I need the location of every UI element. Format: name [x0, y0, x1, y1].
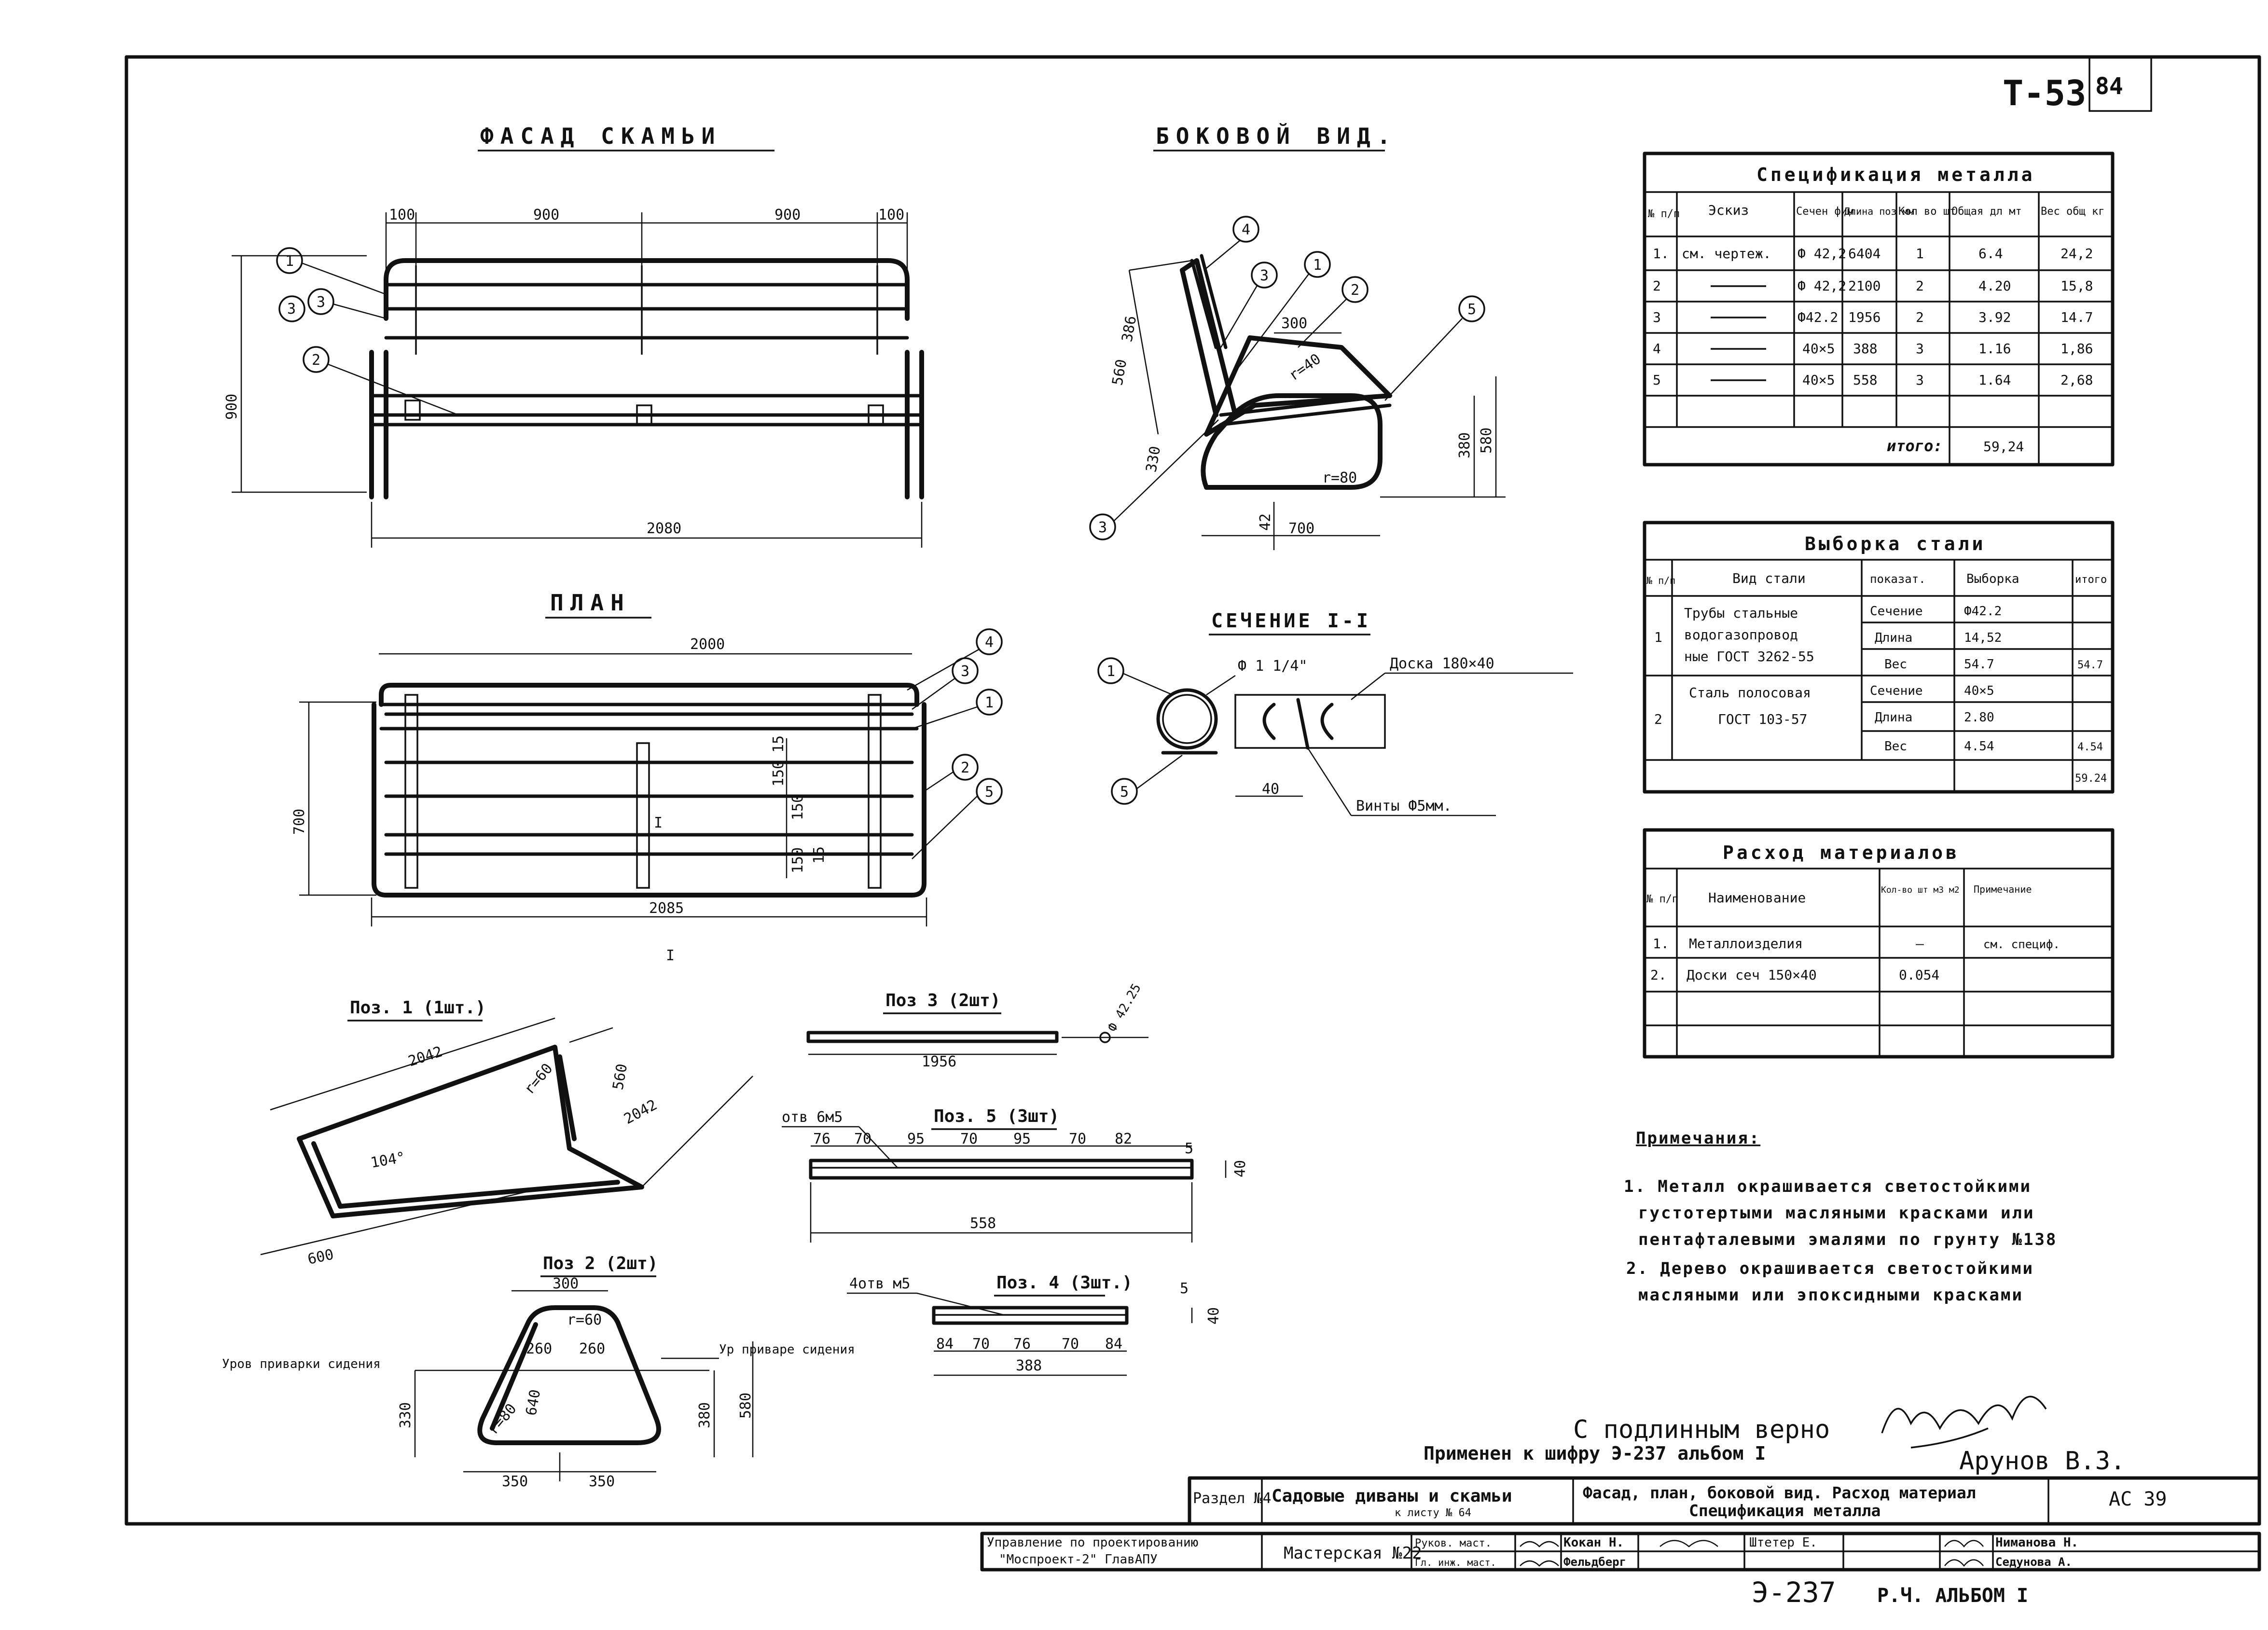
pos4-view — [847, 1273, 1222, 1375]
plan-cut-mark-top: I — [654, 815, 663, 831]
side-pos-1: 1 — [1313, 257, 1322, 274]
spec-r1-sketch: см. чертеж. — [1682, 246, 1771, 262]
materials-r1-note: см. специф. — [1983, 938, 2060, 951]
materials-table — [1645, 830, 2113, 1057]
pos2-title: Поз 2 (2шт) — [543, 1254, 658, 1273]
pos1-radius-60: r=60 — [521, 1060, 556, 1098]
spec-header-no: № п/п — [1648, 208, 1680, 220]
materials-header-note: Примечание — [1974, 884, 2032, 895]
pos2-view — [222, 1254, 855, 1490]
steel-header-kind: Вид стали — [1732, 570, 1806, 586]
steel-r1-total: 54.7 — [2077, 659, 2103, 671]
steel-table — [1645, 523, 2113, 792]
spec-r1-length: 6404 — [1848, 246, 1881, 262]
tb-person-3: Штетер Е. — [1749, 1535, 1817, 1550]
pos1-dim-560: 560 — [609, 1062, 631, 1091]
section-dim-40: 40 — [1262, 781, 1280, 798]
materials-r2-no: 2. — [1650, 967, 1667, 983]
pos2-dim-330: 330 — [397, 1402, 414, 1428]
side-pos-4: 4 — [1242, 221, 1251, 238]
pos2-dim-300: 300 — [553, 1275, 579, 1292]
facade-width: 2080 — [647, 520, 682, 537]
pos4-dim-76: 76 — [1013, 1336, 1031, 1353]
plan-width-top: 2000 — [690, 636, 725, 653]
tb-person-2: Фельдберг — [1563, 1555, 1627, 1569]
spec-r5-no: 5 — [1653, 372, 1661, 388]
tb-section: Раздел №4 — [1193, 1490, 1272, 1507]
facade-dim-100-left: 100 — [389, 207, 415, 223]
materials-r1-qty: – — [1916, 936, 1924, 952]
section-screw-label: Винты Ф5мм. — [1356, 798, 1452, 815]
notes-line-2: густотертыми масляными красками или — [1638, 1203, 2035, 1223]
signature-mark — [1882, 1396, 2046, 1448]
steel-r1-name-2: водогазопровод — [1684, 627, 1798, 643]
plan-view — [291, 590, 1002, 964]
tb-person-1: Кокан Н. — [1563, 1535, 1624, 1550]
pos5-thickness: 5 — [1185, 1140, 1194, 1157]
spec-r3-section: Ф42.2 — [1798, 309, 1839, 325]
steel-r2-prop-section: Сечение — [1870, 684, 1923, 698]
facade-pos-3: 3 — [317, 294, 326, 311]
spec-r3-length: 1956 — [1848, 309, 1881, 325]
spec-r1-weight: 24,2 — [2061, 246, 2093, 262]
facade-dim-100-right: 100 — [878, 207, 905, 223]
pos2-dim-260-b: 260 — [579, 1340, 606, 1357]
pos2-radius-80: r=80 — [484, 1400, 520, 1438]
steel-header-no: № п/п — [1646, 575, 1676, 586]
steel-title: Выборка стали — [1805, 533, 1986, 554]
pos5-dim-70-a: 70 — [854, 1131, 872, 1147]
facade-dim-900-right: 900 — [774, 207, 801, 223]
section-title: СЕЧЕНИЕ I-I — [1211, 610, 1371, 632]
tb-person-5: Седунова А. — [1995, 1555, 2072, 1569]
notes-line-4: 2. Дерево окрашивается светостойкими — [1626, 1259, 2034, 1278]
tb-subject: Садовые диваны и скамьи — [1272, 1486, 1512, 1506]
pos2-dim-260-a: 260 — [526, 1340, 553, 1357]
materials-header-name: Наименование — [1708, 890, 1806, 906]
pos5-height: 40 — [1232, 1160, 1249, 1177]
pos1-view — [261, 998, 753, 1268]
album-label: Р.Ч. АЛЬБОМ I — [1877, 1585, 2029, 1607]
spec-r2-weight: 15,8 — [2061, 278, 2093, 294]
steel-grand-total: 59.24 — [2075, 773, 2107, 785]
pos5-dim-70-b: 70 — [960, 1131, 978, 1147]
facade-dim-900-left: 900 — [533, 207, 560, 223]
side-dim-700: 700 — [1288, 520, 1315, 537]
spec-header-total-length: Общая дл мт — [1951, 206, 2022, 218]
pos1-dim-600: 600 — [306, 1246, 335, 1268]
materials-header-qty: Кол-во шт м3 м2 — [1881, 885, 1960, 895]
plan-pos-5: 5 — [985, 784, 994, 801]
spec-r1-total: 6.4 — [1978, 246, 2003, 262]
pos5-dim-82: 82 — [1115, 1131, 1133, 1147]
pos5-view — [782, 1106, 1249, 1243]
section-pos-1: 1 — [1106, 663, 1116, 680]
pos5-dim-95-a: 95 — [907, 1131, 925, 1147]
pos4-dim-70-a: 70 — [972, 1336, 990, 1353]
pos5-length: 558 — [970, 1215, 996, 1232]
side-radius-40: r=40 — [1286, 350, 1324, 385]
pos4-title: Поз. 4 (3шт.) — [996, 1273, 1133, 1293]
side-pos-5: 5 — [1467, 301, 1477, 318]
spec-r4-length: 388 — [1853, 341, 1878, 357]
spec-r2-total: 4.20 — [1978, 278, 2011, 294]
cert-name: Арунов В.З. — [1959, 1447, 2126, 1476]
pos3-view — [808, 981, 1148, 1070]
spec-r4-section: 40×5 — [1802, 341, 1835, 357]
spec-r5-section: 40×5 — [1802, 372, 1835, 388]
pos3-diameter: Ф 42.25 — [1105, 981, 1144, 1035]
spec-r2-length: 2100 — [1848, 278, 1881, 294]
notes-line-5: масляными или эпоксидными красками — [1638, 1285, 2023, 1305]
plan-pos-3: 3 — [961, 663, 970, 680]
pos5-dim-76: 76 — [813, 1131, 831, 1147]
steel-r2-no: 2 — [1654, 711, 1662, 727]
svg-text:3: 3 — [287, 301, 296, 318]
spec-header-weight: Вес общ кг — [2041, 206, 2105, 218]
steel-r1-prop-weight: Вес — [1884, 657, 1907, 672]
pos4-dim-84-b: 84 — [1105, 1336, 1123, 1353]
steel-r2-val-section: 40×5 — [1964, 684, 1994, 698]
pos2-dim-640: 640 — [523, 1388, 544, 1417]
spec-r3-qty: 2 — [1916, 309, 1924, 325]
cert-applied: Применен к шифру Э-237 альбом I — [1424, 1443, 1766, 1464]
steel-r1-prop-length: Длина — [1875, 631, 1913, 645]
materials-header-no: № п/п — [1646, 893, 1679, 905]
steel-r2-name-1: Сталь полосовая — [1689, 685, 1811, 701]
steel-r1-name-1: Трубы стальные — [1684, 605, 1798, 621]
steel-r1-val-section: Ф42.2 — [1964, 604, 2002, 619]
sheet-page-number: 84 — [2095, 73, 2123, 100]
spec-metal-title: Спецификация металла — [1756, 164, 2035, 185]
spec-total-value: 59,24 — [1983, 439, 2024, 455]
tb-org-2: "Моспроект-2" ГлавАПУ — [999, 1552, 1158, 1567]
tb-person-4: Ниманова Н. — [1995, 1535, 2079, 1550]
tb-sheet-title: Фасад, план, боковой вид. Расход материал — [1583, 1483, 1976, 1502]
pos1-angle: 104° — [369, 1148, 407, 1172]
pos4-thickness: 5 — [1180, 1280, 1189, 1297]
side-pos-3-bottom: 3 — [1098, 519, 1107, 536]
spec-r2-qty: 2 — [1916, 278, 1924, 294]
notes-block — [1624, 1129, 2057, 1305]
steel-r2-prop-length: Длина — [1875, 710, 1913, 725]
steel-r1-val-weight: 54.7 — [1964, 657, 1994, 672]
side-dim-560: 560 — [1109, 358, 1131, 387]
pos4-dim-84-a: 84 — [936, 1336, 954, 1353]
pos2-dim-580: 580 — [737, 1392, 754, 1419]
spec-header-length: Длина поз мм — [1844, 206, 1914, 217]
spec-total-label: итого: — [1887, 437, 1943, 455]
tb-code: АС 39 — [2109, 1488, 2167, 1510]
materials-r1-name: Металлоизделия — [1689, 936, 1803, 952]
pos2-radius-60: r=60 — [567, 1312, 602, 1328]
spec-r3-total: 3.92 — [1978, 309, 2011, 325]
pos1-dim-2042-a: 2042 — [406, 1043, 445, 1070]
plan-width-bottom: 2085 — [649, 900, 684, 917]
spec-header-qty: Кол во шт — [1898, 206, 1956, 218]
facade-pos-1: 1 — [285, 253, 294, 270]
materials-r2-qty: 0.054 — [1899, 967, 1940, 983]
plan-depth: 700 — [291, 808, 308, 835]
side-dim-300: 300 — [1281, 315, 1308, 332]
spec-header-section: Сечен фим — [1796, 206, 1854, 218]
pos3-length: 1956 — [922, 1053, 957, 1070]
tb-sheet-title-2: Спецификация металла — [1689, 1501, 1881, 1520]
pos2-dim-350-a: 350 — [502, 1473, 528, 1490]
spec-r4-qty: 3 — [1916, 341, 1924, 357]
spec-r5-length: 558 — [1853, 372, 1878, 388]
materials-r1-no: 1. — [1653, 936, 1669, 952]
section-board-label: Доска 180×40 — [1390, 655, 1494, 672]
spec-r5-total: 1.64 — [1978, 372, 2011, 388]
tb-workshop: Мастерская №22 — [1284, 1544, 1422, 1563]
cert-original: С подлинным верно — [1573, 1415, 1830, 1444]
side-dim-580: 580 — [1478, 427, 1495, 454]
certification-block — [1424, 1396, 2125, 1476]
steel-r2-name-2: ГОСТ 103-57 — [1718, 711, 1808, 727]
pos2-dim-350-b: 350 — [589, 1473, 615, 1490]
side-pos-3: 3 — [1260, 267, 1269, 284]
side-dim-330: 330 — [1143, 444, 1164, 474]
side-dim-380: 380 — [1456, 432, 1473, 458]
spec-r2-no: 2 — [1653, 278, 1661, 294]
steel-r2-total: 4.54 — [2077, 741, 2103, 753]
facade-height: 900 — [223, 393, 240, 420]
plan-dim-150-c: 150 — [789, 847, 806, 873]
pos2-left-label: Уров приварки сидения — [222, 1357, 381, 1371]
plan-title: ПЛАН — [550, 590, 631, 616]
plan-pos-2: 2 — [961, 760, 970, 776]
pos4-length: 388 — [1016, 1357, 1042, 1374]
steel-r1-val-length: 14,52 — [1964, 631, 2002, 645]
spec-r2-section: Ф 42,2 — [1798, 278, 1847, 294]
plan-dim-15-b: 15 — [811, 846, 828, 864]
pos5-dim-70-c: 70 — [1069, 1131, 1087, 1147]
spec-r3-no: 3 — [1653, 309, 1661, 325]
pos4-holes: 4отв м5 — [849, 1275, 911, 1292]
side-radius-80: r=80 — [1322, 470, 1357, 486]
plan-dim-15-a: 15 — [770, 735, 787, 753]
pos4-dim-70-b: 70 — [1062, 1336, 1079, 1353]
notes-line-3: пентафталевыми эмалями по грунту №138 — [1638, 1230, 2058, 1249]
spec-metal-table — [1645, 153, 2113, 465]
pos5-dim-95-b: 95 — [1013, 1131, 1031, 1147]
tb-role-2: Гл. инж. маст. — [1415, 1557, 1496, 1568]
plan-cut-mark-bottom: I — [666, 947, 675, 964]
steel-r2-val-weight: 4.54 — [1964, 739, 1994, 754]
pos1-dim-2042-b: 2042 — [621, 1096, 660, 1128]
materials-r2-name: Доски сеч 150×40 — [1687, 967, 1817, 983]
plan-dim-150-b: 150 — [789, 794, 806, 820]
side-title: БОКОВОЙ ВИД. — [1156, 123, 1397, 149]
materials-title: Расход материалов — [1723, 842, 1960, 863]
steel-header-indicator: показат. — [1870, 572, 1926, 586]
side-view — [1090, 123, 1506, 550]
pos5-holes: отв 6м5 — [782, 1109, 843, 1126]
spec-r4-total: 1.16 — [1978, 341, 2011, 357]
spec-r3-weight: 14.7 — [2061, 309, 2093, 325]
pos3-title: Поз 3 (2шт) — [885, 991, 1001, 1010]
steel-r2-prop-weight: Вес — [1884, 739, 1907, 754]
section-view — [1098, 610, 1573, 815]
pos4-height: 40 — [1205, 1307, 1222, 1325]
section-pos-5: 5 — [1120, 784, 1129, 801]
spec-r1-no: 1. — [1653, 246, 1669, 262]
steel-r1-prop-section: Сечение — [1870, 604, 1923, 619]
plan-dim-150-a: 150 — [770, 760, 787, 787]
pos2-dim-380: 380 — [696, 1402, 713, 1428]
series-number: Э-237 — [1752, 1576, 1836, 1609]
notes-title: Примечания: — [1636, 1129, 1761, 1148]
plan-pos-4: 4 — [985, 634, 994, 651]
side-dim-42: 42 — [1257, 513, 1274, 531]
facade-title: ФАСАД СКАМЬИ — [480, 123, 722, 149]
spec-r4-no: 4 — [1653, 341, 1661, 357]
spec-header-sketch: Эскиз — [1708, 202, 1749, 218]
steel-r1-no: 1 — [1654, 629, 1662, 645]
notes-line-1: 1. Металл окрашивается светостойкими — [1624, 1177, 2032, 1196]
sheet-number: Т-53 — [2003, 73, 2087, 113]
spec-r1-qty: 1 — [1916, 246, 1924, 262]
spec-r5-qty: 3 — [1916, 372, 1924, 388]
pos2-right-label: Ур приваре сидения — [719, 1342, 855, 1357]
spec-r5-weight: 2,68 — [2061, 372, 2093, 388]
section-tube-label: Ф 1 1/4" — [1238, 658, 1308, 675]
tb-org-1: Управление по проектированию — [987, 1535, 1199, 1550]
tb-role-1: Руков. маст. — [1415, 1537, 1492, 1549]
side-dim-386: 386 — [1119, 314, 1140, 344]
steel-header-selection: Выборка — [1966, 572, 2019, 586]
spec-r4-weight: 1,86 — [2061, 341, 2093, 357]
plan-pos-1: 1 — [985, 694, 994, 711]
steel-header-total: итого — [2075, 574, 2107, 586]
spec-r1-section: Ф 42,2 — [1798, 246, 1847, 262]
steel-r1-name-3: ные ГОСТ 3262-55 — [1684, 649, 1814, 664]
facade-view — [223, 123, 922, 548]
pos1-title: Поз. 1 (1шт.) — [350, 998, 486, 1018]
tb-subject-sub: к листу № 64 — [1395, 1507, 1471, 1519]
facade-pos-2: 2 — [312, 352, 321, 369]
side-pos-2: 2 — [1351, 282, 1360, 299]
pos5-title: Поз. 5 (3шт) — [934, 1106, 1060, 1126]
steel-r2-val-length: 2.80 — [1964, 710, 1994, 725]
